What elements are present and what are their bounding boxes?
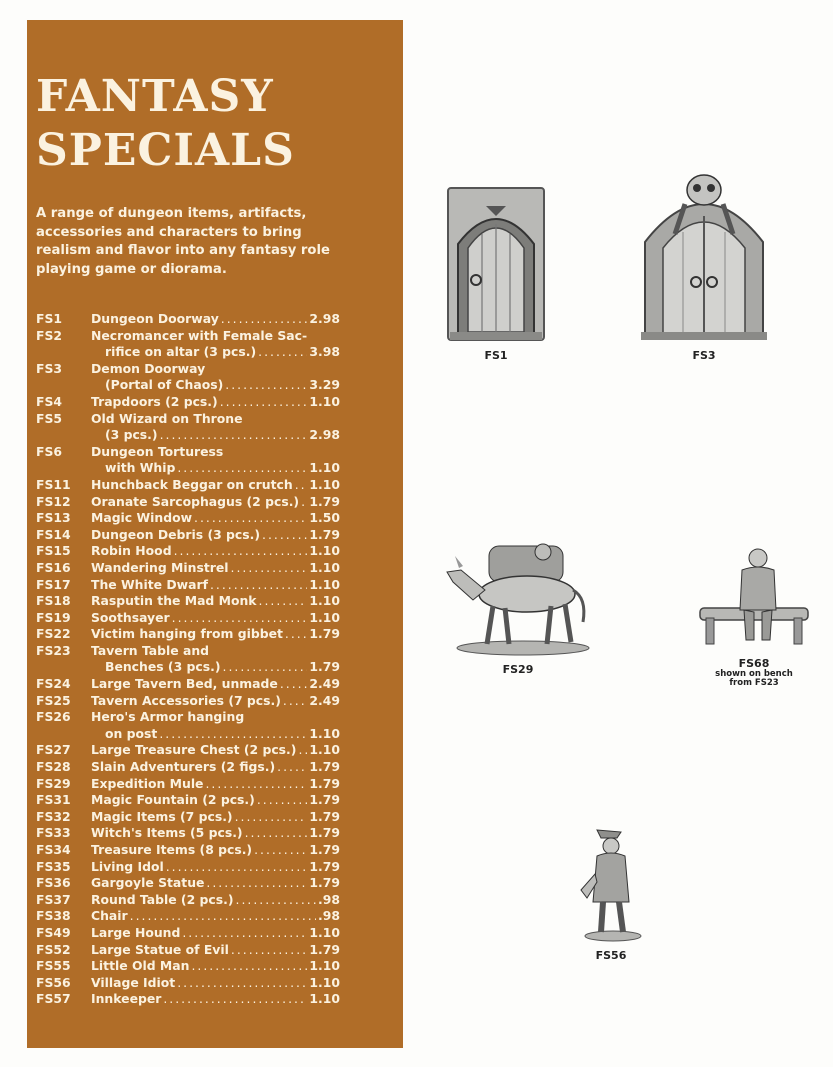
item-line — [91, 958, 340, 975]
item-line — [91, 975, 340, 992]
item-description — [91, 610, 340, 627]
item-name: Rasputin the Mad Monk — [91, 593, 257, 609]
item-description — [91, 361, 340, 394]
item-name: Tavern Table and — [91, 642, 210, 658]
item-description — [91, 527, 340, 544]
item-line — [91, 328, 340, 345]
item-description — [91, 892, 340, 909]
item-description — [91, 560, 340, 577]
catalog-row — [36, 809, 340, 826]
dot-leader — [231, 560, 308, 577]
catalog-row — [36, 693, 340, 710]
catalog-row — [36, 593, 340, 610]
item-code: FS37 — [36, 891, 71, 907]
item-line — [91, 842, 340, 859]
item-description — [91, 991, 340, 1008]
item-name: rifice on altar (3 pcs.) — [105, 344, 257, 360]
dot-leader — [280, 676, 308, 693]
item-code: FS12 — [36, 493, 71, 509]
photo-note-line-2: from FS23 — [729, 678, 779, 688]
item-line — [91, 626, 340, 643]
product-photo-fs29 — [428, 542, 608, 676]
item-line — [91, 494, 340, 511]
item-line — [91, 792, 340, 809]
item-code: FS17 — [36, 576, 71, 592]
catalog-row — [36, 577, 340, 594]
dot-leader — [210, 577, 307, 594]
item-line — [91, 477, 340, 494]
item-code: FS16 — [36, 559, 71, 575]
item-name: Hunchback Beggar on crutch — [91, 476, 293, 492]
product-photo-fs1 — [440, 186, 552, 362]
item-line — [91, 427, 340, 444]
dot-leader — [235, 809, 308, 826]
item-name: Dungeon Torturess — [91, 443, 224, 459]
dot-leader — [191, 958, 307, 975]
item-price: 1.10 — [309, 460, 340, 476]
item-code: FS24 — [36, 676, 71, 692]
item-code: FS19 — [36, 609, 71, 625]
item-line — [91, 809, 340, 826]
item-name: Little Old Man — [91, 958, 190, 974]
item-description — [91, 908, 340, 925]
catalog-row — [36, 610, 340, 627]
item-description — [91, 759, 340, 776]
item-code: FS2 — [36, 327, 63, 343]
dot-leader — [205, 776, 307, 793]
item-name: Old Wizard on Throne — [91, 410, 243, 426]
dot-leader — [258, 344, 307, 361]
item-price: 1.79 — [309, 626, 340, 642]
item-price: 1.10 — [309, 593, 340, 609]
dot-leader — [220, 394, 308, 411]
intro-text: A range of dungeon items, artifacts, accessories and characters to bring realism and flavor into any fantasy role playing game or diorama. — [36, 206, 330, 277]
catalog-row — [36, 975, 340, 992]
item-name: Witch's Items (5 pcs.) — [91, 825, 243, 841]
item-code: FS36 — [36, 875, 71, 891]
catalog-row — [36, 494, 340, 511]
item-name: Necromancer with Female Sac- — [91, 327, 308, 343]
catalog-row — [36, 394, 340, 411]
item-name: Treasure Items (8 pcs.) — [91, 842, 253, 857]
item-name: Tavern Accessories (7 pcs.) — [91, 692, 281, 708]
item-description — [91, 809, 340, 826]
item-price: 1.10 — [309, 974, 340, 990]
item-line — [91, 460, 340, 477]
item-code: FS14 — [36, 526, 71, 542]
item-line — [91, 411, 340, 428]
item-description — [91, 626, 340, 643]
dot-leader — [223, 659, 308, 676]
item-price: 1.79 — [309, 526, 340, 542]
catalog-row — [36, 643, 340, 676]
item-name: (3 pcs.) — [105, 427, 158, 443]
item-code: FS29 — [36, 775, 71, 791]
item-code: FS15 — [36, 543, 71, 559]
catalog-row — [36, 842, 340, 859]
item-price: 2.98 — [309, 311, 340, 326]
title-line-2: SPECIALS — [36, 125, 295, 176]
photo-caption-fs56: FS56 — [595, 949, 627, 962]
item-line — [91, 709, 340, 726]
item-price: 3.98 — [309, 344, 340, 360]
item-line — [91, 942, 340, 959]
catalog-row — [36, 543, 340, 560]
item-line — [91, 643, 340, 660]
item-price: 1.10 — [309, 393, 340, 409]
item-code: FS22 — [36, 626, 71, 642]
dot-leader — [166, 859, 308, 876]
item-description — [91, 925, 340, 942]
item-code: FS52 — [36, 941, 71, 957]
dot-leader — [301, 494, 307, 511]
item-code: FS13 — [36, 510, 71, 526]
item-price: 2.49 — [309, 676, 340, 692]
item-price: 1.79 — [309, 858, 340, 874]
dot-leader — [194, 510, 307, 527]
item-code: FS4 — [36, 393, 63, 409]
item-price: 1.79 — [309, 941, 340, 957]
item-price: 1.10 — [309, 559, 340, 575]
item-price: 1.10 — [309, 924, 340, 940]
item-name: Innkeeper — [91, 991, 162, 1007]
item-name: Expedition Mule — [91, 775, 204, 791]
item-price: 1.10 — [309, 576, 340, 592]
item-code: FS34 — [36, 842, 71, 857]
item-price: 2.49 — [309, 692, 340, 708]
village-idiot-image — [573, 828, 649, 942]
catalog-row — [36, 825, 340, 842]
item-price: 1.10 — [309, 476, 340, 492]
dot-leader — [236, 892, 317, 909]
item-code: FS32 — [36, 808, 71, 824]
item-description — [91, 593, 340, 610]
item-description — [91, 942, 340, 959]
product-photo-fs56 — [566, 828, 656, 962]
item-description — [91, 577, 340, 594]
item-code: FS49 — [36, 924, 71, 940]
item-name: Oranate Sarcophagus (2 pcs.) — [91, 493, 300, 509]
item-line — [91, 875, 340, 892]
catalog-row — [36, 792, 340, 809]
item-price: 1.79 — [309, 775, 340, 791]
item-name: Round Table (2 pcs.) — [91, 891, 234, 907]
item-code: FS1 — [36, 311, 63, 326]
item-line — [91, 377, 340, 394]
dot-leader — [172, 610, 308, 627]
expedition-mule-image — [443, 542, 593, 656]
item-price: 2.98 — [309, 427, 340, 443]
item-code: FS6 — [36, 443, 63, 459]
item-name: Magic Window — [91, 510, 193, 526]
item-name: Soothsayer — [91, 609, 170, 625]
dot-leader — [159, 726, 307, 743]
item-price: 1.79 — [309, 825, 340, 841]
catalog-row — [36, 859, 340, 876]
catalog-row — [36, 411, 340, 444]
item-description — [91, 477, 340, 494]
catalog-row — [36, 942, 340, 959]
catalog-row — [36, 626, 340, 643]
item-description — [91, 643, 340, 676]
item-price: 1.79 — [309, 792, 340, 808]
item-name: Living Idol — [91, 858, 164, 874]
item-line — [91, 659, 340, 676]
item-name: Large Treasure Chest (2 pcs.) — [91, 742, 297, 758]
item-description — [91, 543, 340, 560]
photo-caption-fs29: FS29 — [502, 663, 534, 676]
item-code: FS11 — [36, 476, 71, 492]
item-line — [91, 742, 340, 759]
catalog-row — [36, 477, 340, 494]
item-price: 1.10 — [309, 543, 340, 559]
item-code: FS18 — [36, 593, 71, 609]
item-line — [91, 444, 340, 461]
item-code: FS28 — [36, 759, 71, 775]
item-description — [91, 693, 340, 710]
item-name: on post — [105, 725, 158, 741]
page-title — [36, 70, 295, 178]
item-line — [91, 776, 340, 793]
item-line — [91, 991, 340, 1008]
item-name: Dungeon Debris (3 pcs.) — [91, 526, 261, 542]
item-name: Magic Items (7 pcs.) — [91, 808, 233, 824]
catalog-row — [36, 742, 340, 759]
dot-leader — [245, 825, 308, 842]
item-description — [91, 842, 340, 859]
item-name: Victim hanging from gibbet — [91, 626, 283, 642]
item-name: Demon Doorway — [91, 360, 206, 376]
dot-leader — [254, 842, 307, 859]
item-description — [91, 510, 340, 527]
dot-leader — [177, 975, 307, 992]
item-description — [91, 958, 340, 975]
catalog-row — [36, 875, 340, 892]
dot-leader — [177, 460, 307, 477]
item-code: FS35 — [36, 858, 71, 874]
dot-leader — [130, 908, 316, 925]
item-name: Slain Adventurers (2 figs.) — [91, 759, 276, 775]
item-description — [91, 975, 340, 992]
dot-leader — [262, 527, 307, 544]
item-code: FS55 — [36, 958, 71, 974]
item-name: Gargoyle Statue — [91, 875, 205, 891]
item-code: FS27 — [36, 742, 71, 758]
catalog-row — [36, 776, 340, 793]
item-description — [91, 742, 340, 759]
item-line — [91, 676, 340, 693]
seated-figure-image — [696, 546, 812, 650]
dot-leader — [225, 377, 307, 394]
item-price: 1.10 — [309, 725, 340, 741]
item-description — [91, 394, 340, 411]
item-code: FS33 — [36, 825, 71, 841]
item-line — [91, 825, 340, 842]
item-line — [91, 759, 340, 776]
item-description — [91, 825, 340, 842]
catalog-row — [36, 991, 340, 1008]
catalog-row — [36, 759, 340, 776]
dot-leader — [285, 626, 308, 643]
catalog-row — [36, 560, 340, 577]
catalog-row — [36, 311, 340, 328]
item-line — [91, 593, 340, 610]
item-price: 3.29 — [309, 377, 340, 393]
item-price: 1.50 — [309, 510, 340, 526]
item-price: .98 — [318, 891, 340, 907]
item-price: 1.79 — [309, 759, 340, 775]
catalog-row — [36, 361, 340, 394]
item-line — [91, 527, 340, 544]
item-code: FS57 — [36, 991, 71, 1007]
catalog-row — [36, 958, 340, 975]
price-list — [36, 311, 340, 1008]
item-name: Trapdoors (2 pcs.) — [91, 393, 218, 409]
item-price: 1.10 — [309, 609, 340, 625]
item-description — [91, 709, 340, 742]
dot-leader — [259, 593, 308, 610]
dot-leader — [283, 693, 308, 710]
item-name: Robin Hood — [91, 543, 172, 559]
item-line — [91, 543, 340, 560]
item-code: FS23 — [36, 642, 71, 658]
catalog-row — [36, 510, 340, 527]
item-name: Chair — [91, 908, 128, 924]
photo-caption-fs3: FS3 — [692, 349, 716, 362]
item-line — [91, 560, 340, 577]
item-price: 1.79 — [309, 808, 340, 824]
dot-leader — [160, 427, 308, 444]
item-description — [91, 875, 340, 892]
item-line — [91, 344, 340, 361]
dot-leader — [295, 477, 308, 494]
item-line — [91, 361, 340, 378]
demon-doorway-image — [635, 172, 773, 342]
dot-leader — [298, 742, 307, 759]
item-price: .98 — [318, 908, 340, 924]
item-description — [91, 859, 340, 876]
item-description — [91, 676, 340, 693]
catalog-row — [36, 676, 340, 693]
item-description — [91, 776, 340, 793]
item-description — [91, 444, 340, 477]
photo-note-line-1: shown on bench — [715, 669, 793, 679]
title-line-1: FANTASY — [36, 71, 274, 122]
item-description — [91, 328, 340, 361]
item-name: Wandering Minstrel — [91, 559, 229, 575]
catalog-row — [36, 709, 340, 742]
item-code: FS56 — [36, 974, 71, 990]
dot-leader — [163, 991, 307, 1008]
item-price: 1.10 — [309, 958, 340, 974]
dot-leader — [231, 942, 308, 959]
dot-leader — [206, 875, 307, 892]
item-line — [91, 693, 340, 710]
item-name: Dungeon Doorway — [91, 311, 219, 326]
item-name: Hero's Armor hanging — [91, 709, 245, 725]
item-description — [91, 411, 340, 444]
item-line — [91, 510, 340, 527]
catalog-row — [36, 527, 340, 544]
dot-leader — [182, 925, 307, 942]
item-description — [91, 792, 340, 809]
item-price: 1.79 — [309, 493, 340, 509]
item-name: Large Statue of Evil — [91, 941, 229, 957]
item-code: FS5 — [36, 410, 63, 426]
item-line — [91, 577, 340, 594]
item-line — [91, 311, 340, 328]
dot-leader — [221, 311, 308, 328]
item-line — [91, 859, 340, 876]
dungeon-doorway-image — [446, 186, 546, 342]
catalog-row — [36, 908, 340, 925]
item-name: The White Dwarf — [91, 576, 208, 592]
item-code: FS26 — [36, 709, 71, 725]
photo-caption-fs68: FS68 — [738, 657, 770, 670]
item-name: Benches (3 pcs.) — [105, 659, 221, 675]
item-name: Village Idiot — [91, 974, 176, 990]
item-line — [91, 726, 340, 743]
item-description — [91, 494, 340, 511]
item-code: FS25 — [36, 692, 71, 708]
dot-leader — [257, 792, 308, 809]
item-price: 1.79 — [309, 659, 340, 675]
product-photo-fs68 — [696, 546, 812, 688]
catalog-row — [36, 892, 340, 909]
item-description — [91, 311, 340, 328]
item-line — [91, 394, 340, 411]
item-line — [91, 892, 340, 909]
item-code: FS38 — [36, 908, 71, 924]
photo-caption-fs1: FS1 — [484, 349, 508, 362]
item-name: with Whip — [105, 460, 176, 476]
dot-leader — [277, 759, 307, 776]
item-name: (Portal of Chaos) — [105, 377, 224, 393]
item-price: 1.10 — [309, 742, 340, 758]
catalog-row — [36, 444, 340, 477]
item-line — [91, 610, 340, 627]
catalog-row — [36, 328, 340, 361]
item-name: Magic Fountain (2 pcs.) — [91, 792, 255, 808]
item-price: 1.79 — [309, 875, 340, 891]
item-name: Large Hound — [91, 924, 181, 940]
dot-leader — [174, 543, 308, 560]
item-price: 1.79 — [309, 842, 340, 857]
item-line — [91, 925, 340, 942]
product-photo-fs3 — [634, 172, 774, 362]
item-name: Large Tavern Bed, unmade — [91, 676, 278, 692]
catalog-row — [36, 925, 340, 942]
item-line — [91, 908, 340, 925]
item-code: FS31 — [36, 792, 71, 808]
item-price: 1.10 — [309, 991, 340, 1007]
item-code: FS3 — [36, 360, 63, 376]
